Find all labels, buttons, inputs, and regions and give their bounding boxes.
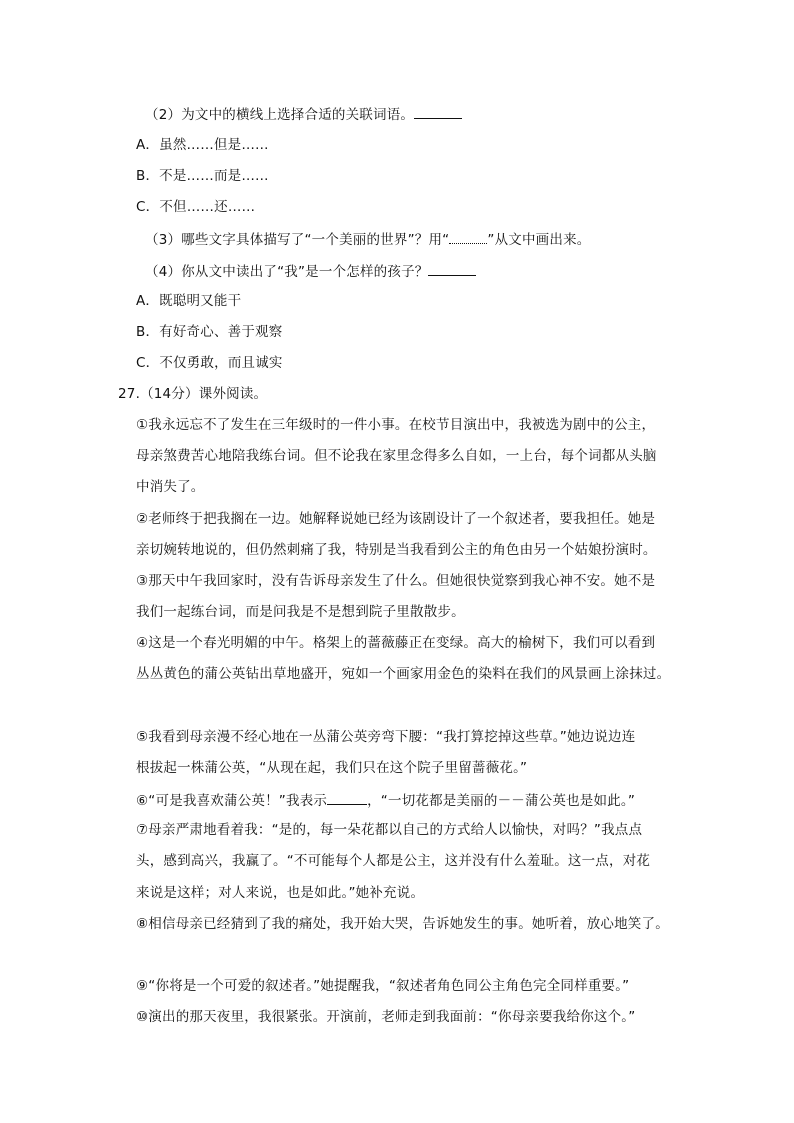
answer-blank[interactable] (414, 104, 462, 119)
question-text: （3）哪些文字具体描写了“一个美丽的世界”？用“ (145, 232, 450, 248)
option-a[interactable]: A．既聪明又能干 (136, 293, 242, 309)
passage-line: ⑤我看到母亲漫不经心地在一丛蒲公英旁弯下腰：“我打算挖掉这些草。”她边说边连 (136, 729, 636, 745)
passage-line (136, 790, 635, 810)
option-c[interactable]: C．不仅勇敢，而且诚实 (136, 355, 283, 371)
passage-line: ⑧相信母亲已经猜到了我的痛处，我开始大哭，告诉她发生的事。她听着，放心地笑了。 (136, 916, 669, 932)
passage-line: 来说是这样；对人来说，也是如此。”她补充说。 (136, 885, 425, 901)
question-4 (145, 261, 476, 281)
passage-line: ⑦母亲严肃地看着我：“是的，每一朵花都以自己的方式给人以愉快，对吗？”我点点 (136, 822, 643, 838)
option-a[interactable]: A．虽然……但是…… (136, 137, 269, 153)
wavy-line-mark (449, 229, 487, 244)
question-text-end: ”从文中画出来。 (487, 232, 591, 248)
question-2 (145, 104, 462, 124)
passage-line: 丛丛黄色的蒲公英钻出草地盛开，宛如一个画家用金色的染料在我们的风景画上涂抹过。 (136, 666, 671, 682)
passage-text: ，“一切花都是美丽的－－蒲公英也是如此。” (367, 793, 636, 809)
passage-line: ①我永远忘不了发生在三年级时的一件小事。在校节目演出中，我被选为剧中的公主， (136, 417, 656, 433)
option-b[interactable]: B．有好奇心、善于观察 (136, 324, 283, 340)
passage-text: ⑥“可是我喜欢蒲公英！”我表示 (136, 793, 328, 809)
passage-line: ⑩演出的那天夜里，我很紧张。开演前，老师走到我面前：“你母亲要我给你这个。” (136, 1009, 636, 1025)
passage-line: 根拔起一株蒲公英，“从现在起，我们只在这个院子里留蔷薇花。” (136, 760, 528, 776)
question-27-header: 27.（14分）课外阅读。 (118, 386, 268, 402)
passage-line: 中消失了。 (136, 479, 205, 495)
question-text: （2）为文中的横线上选择合适的关联词语。 (145, 107, 415, 123)
answer-blank[interactable] (428, 261, 476, 276)
question-text: （4）你从文中读出了“我”是一个怎样的孩子？ (145, 264, 429, 280)
passage-line: 母亲煞费苦心地陪我练台词。但不论我在家里念得多么自如，一上台，每个词都从头脑 (136, 448, 657, 464)
passage-line: 亲切婉转地说的，但仍然刺痛了我，特别是当我看到公主的角色由另一个姑娘扮演时。 (136, 542, 657, 558)
passage-line: ⑨“你将是一个可爱的叙述者。”她提醒我，“叙述者角色同公主角色完全同样重要。” (136, 978, 630, 994)
passage-line: 头，感到高兴，我赢了。“不可能每个人都是公主，这并没有什么羞耻。这一点，对花 (136, 853, 651, 869)
answer-blank[interactable] (327, 790, 367, 805)
passage-line: ④这是一个春光明媚的中午。格架上的蔷薇藤正在变绿。高大的榆树下，我们可以看到 (136, 635, 656, 651)
passage-line: 我们一起练台词，而是问我是不是想到院子里散散步。 (136, 604, 465, 620)
option-b[interactable]: B．不是……而是…… (136, 168, 269, 184)
option-c[interactable]: C．不但……还…… (136, 199, 256, 215)
passage-line: ②老师终于把我搁在一边。她解释说她已经为该剧设计了一个叙述者，要我担任。她是 (136, 511, 656, 527)
question-3 (145, 229, 590, 249)
passage-line: ③那天中午我回家时，没有告诉母亲发生了什么。但她很快觉察到我心神不安。她不是 (136, 573, 656, 589)
